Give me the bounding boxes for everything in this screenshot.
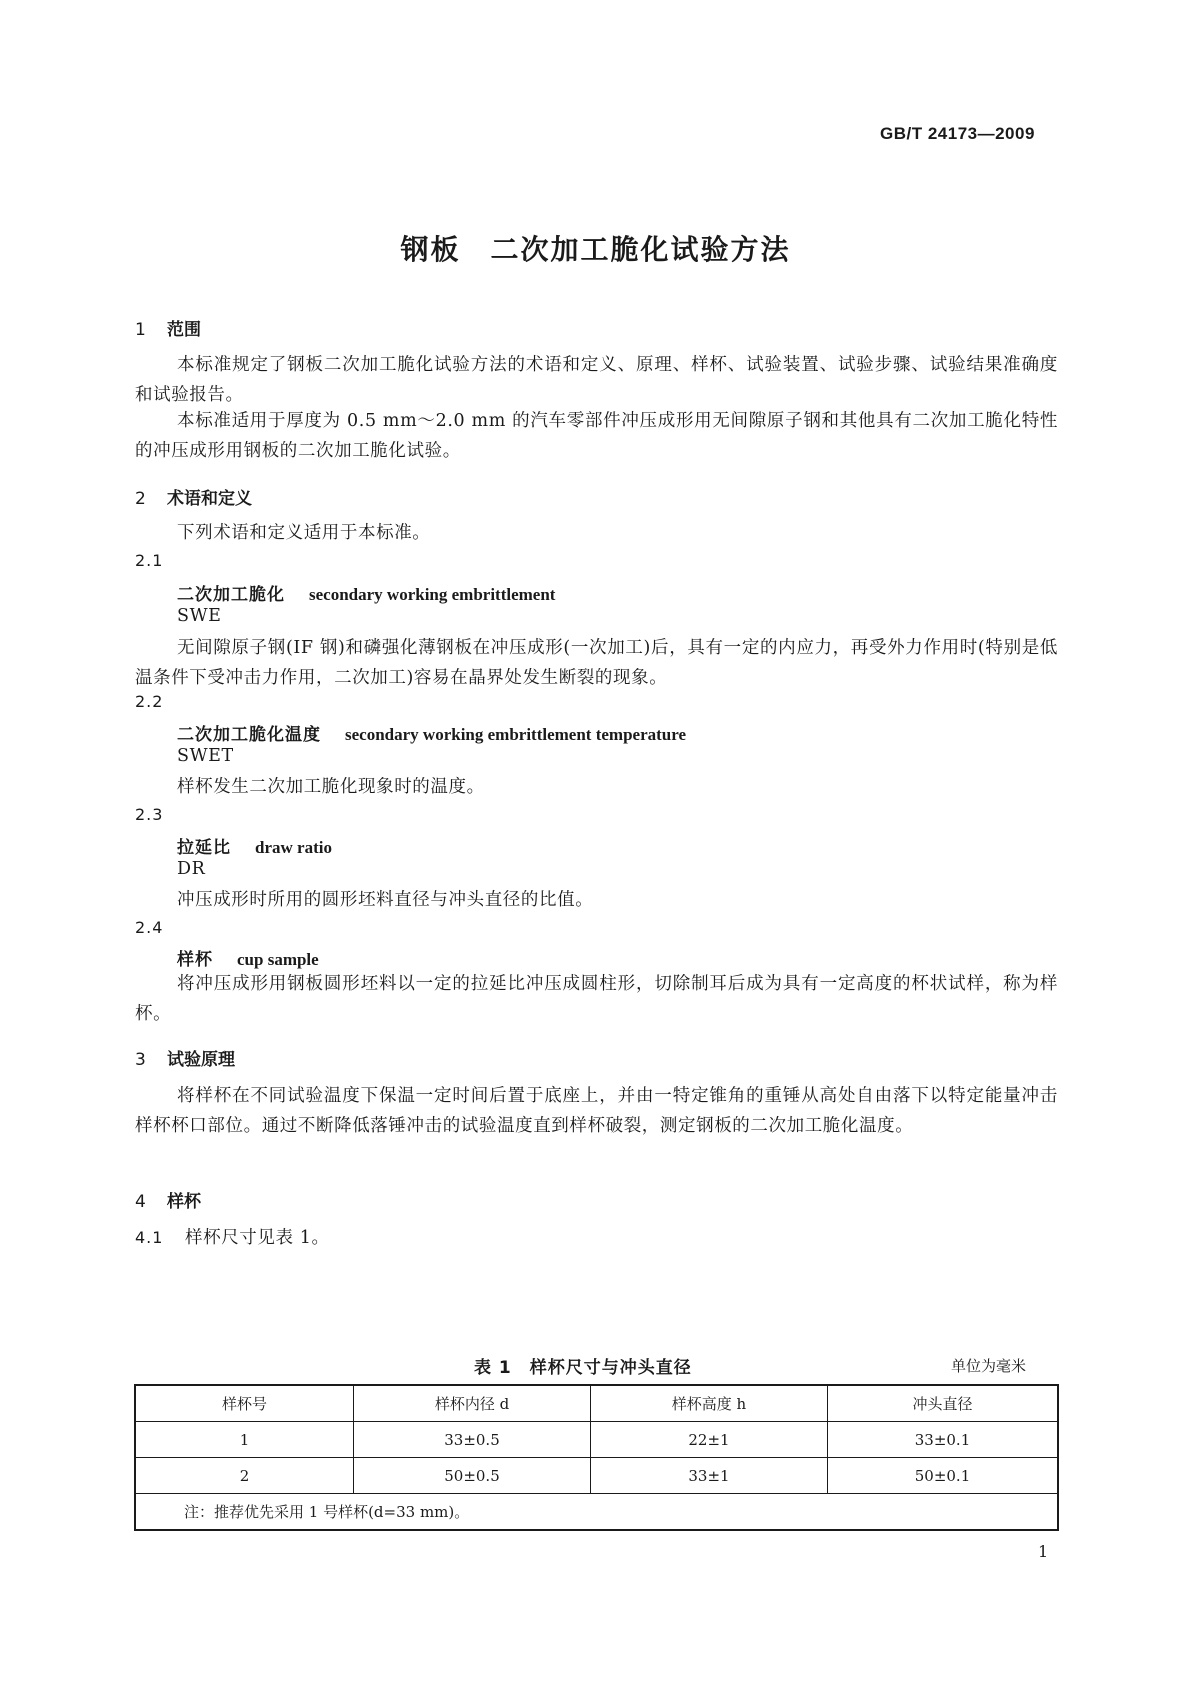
table-caption: 表 1 样杯尺寸与冲头直径 <box>474 1358 692 1378</box>
section-title: 术语和定义 <box>167 489 252 509</box>
section-title: 范围 <box>167 320 201 340</box>
term-entry <box>177 720 686 745</box>
paragraph: 下列术语和定义适用于本标准。 <box>177 523 431 543</box>
term-definition: 无间隙原子钢(IF 钢)和磷强化薄钢板在冲压成形(一次加工)后，具有一定的内应力，再受外力作用时(特别是低温条件下受冲击力作用，二次加工)容易在晶界处发生断裂的现象。 <box>135 638 1058 688</box>
table-cell: 1 <box>135 1422 354 1458</box>
table-cell: 50±0.5 <box>354 1458 591 1494</box>
term-en: cup sample <box>237 950 319 969</box>
table-row <box>135 1458 1058 1494</box>
term-definition: 冲压成形时所用的圆形坯料直径与冲头直径的比值。 <box>177 890 594 910</box>
clause-4-1 <box>135 1224 330 1249</box>
table-cell: 50±0.1 <box>828 1458 1059 1494</box>
section-number: 3 <box>135 1050 146 1070</box>
term-entry <box>177 833 332 858</box>
table-row <box>135 1422 1058 1458</box>
section-number: 2 <box>135 489 146 509</box>
column-header: 样杯号 <box>135 1385 354 1422</box>
table-header-row <box>135 1385 1058 1422</box>
clause-number: 2.3 <box>135 805 164 824</box>
clause-text: 样杯尺寸见表 1。 <box>185 1228 330 1248</box>
section-number: 4 <box>135 1192 146 1212</box>
term-en: draw ratio <box>255 838 332 857</box>
page-title: 钢板 二次加工脆化试验方法 <box>400 233 791 266</box>
paragraph: 将样杯在不同试验温度下保温一定时间后置于底座上，并由一特定锥角的重锤从高处自由落下以特定能量冲击样杯杯口部位。通过不断降低落锤冲击的试验温度直到样杯破裂，测定钢板的二次加工脆化温度。 <box>135 1086 1058 1136</box>
term-definition: 样杯发生二次加工脆化现象时的温度。 <box>177 777 485 797</box>
table-note: 注：推荐优先采用 1 号样杯(d=33 mm)。 <box>135 1494 1058 1531</box>
section-heading-2 <box>135 484 252 509</box>
table-cell: 33±0.5 <box>354 1422 591 1458</box>
table-cell: 33±1 <box>591 1458 828 1494</box>
section-title: 样杯 <box>167 1192 201 1212</box>
term-definition: 将冲压成形用钢板圆形坯料以一定的拉延比冲压成圆柱形，切除制耳后成为具有一定高度的杯状试样，称为样杯。 <box>135 974 1058 1024</box>
sample-cup-table <box>134 1384 1059 1531</box>
term-en: secondary working embrittlement temperature <box>345 725 687 744</box>
paragraph: 本标准适用于厚度为 0.5 mm～2.0 mm 的汽车零部件冲压成形用无间隙原子钢和其他具有二次加工脆化特性的冲压成形用钢板的二次加工脆化试验。 <box>135 411 1058 461</box>
page-number: 1 <box>1038 1542 1049 1561</box>
standard-code: GB/T 24173—2009 <box>880 124 1035 143</box>
section-heading-1 <box>135 315 201 340</box>
column-header: 样杯内径 d <box>354 1385 591 1422</box>
table-cell: 22±1 <box>591 1422 828 1458</box>
term-abbreviation: SWET <box>177 746 234 766</box>
column-header: 样杯高度 h <box>591 1385 828 1422</box>
column-header: 冲头直径 <box>828 1385 1059 1422</box>
section-heading-4 <box>135 1187 201 1212</box>
section-title: 试验原理 <box>167 1050 235 1070</box>
term-zh: 拉延比 <box>177 838 231 858</box>
section-heading-3 <box>135 1045 235 1070</box>
term-zh: 样杯 <box>177 950 213 970</box>
clause-number: 2.2 <box>135 692 164 711</box>
clause-number: 2.4 <box>135 918 164 937</box>
table-unit: 单位为毫米 <box>951 1357 1027 1375</box>
term-entry <box>177 945 319 970</box>
term-entry <box>177 580 555 605</box>
clause-number: 2.1 <box>135 551 164 570</box>
term-zh: 二次加工脆化 <box>177 585 285 605</box>
table-cell: 2 <box>135 1458 354 1494</box>
term-abbreviation: DR <box>177 859 206 879</box>
clause-number: 4.1 <box>135 1228 164 1247</box>
paragraph: 本标准规定了钢板二次加工脆化试验方法的术语和定义、原理、样杯、试验装置、试验步骤、试验结果准确度和试验报告。 <box>135 355 1058 405</box>
term-abbreviation: SWE <box>177 606 222 626</box>
term-en: secondary working embrittlement <box>309 585 556 604</box>
term-zh: 二次加工脆化温度 <box>177 725 321 745</box>
table-note-row <box>135 1494 1058 1531</box>
table-cell: 33±0.1 <box>828 1422 1059 1458</box>
section-number: 1 <box>135 320 146 340</box>
